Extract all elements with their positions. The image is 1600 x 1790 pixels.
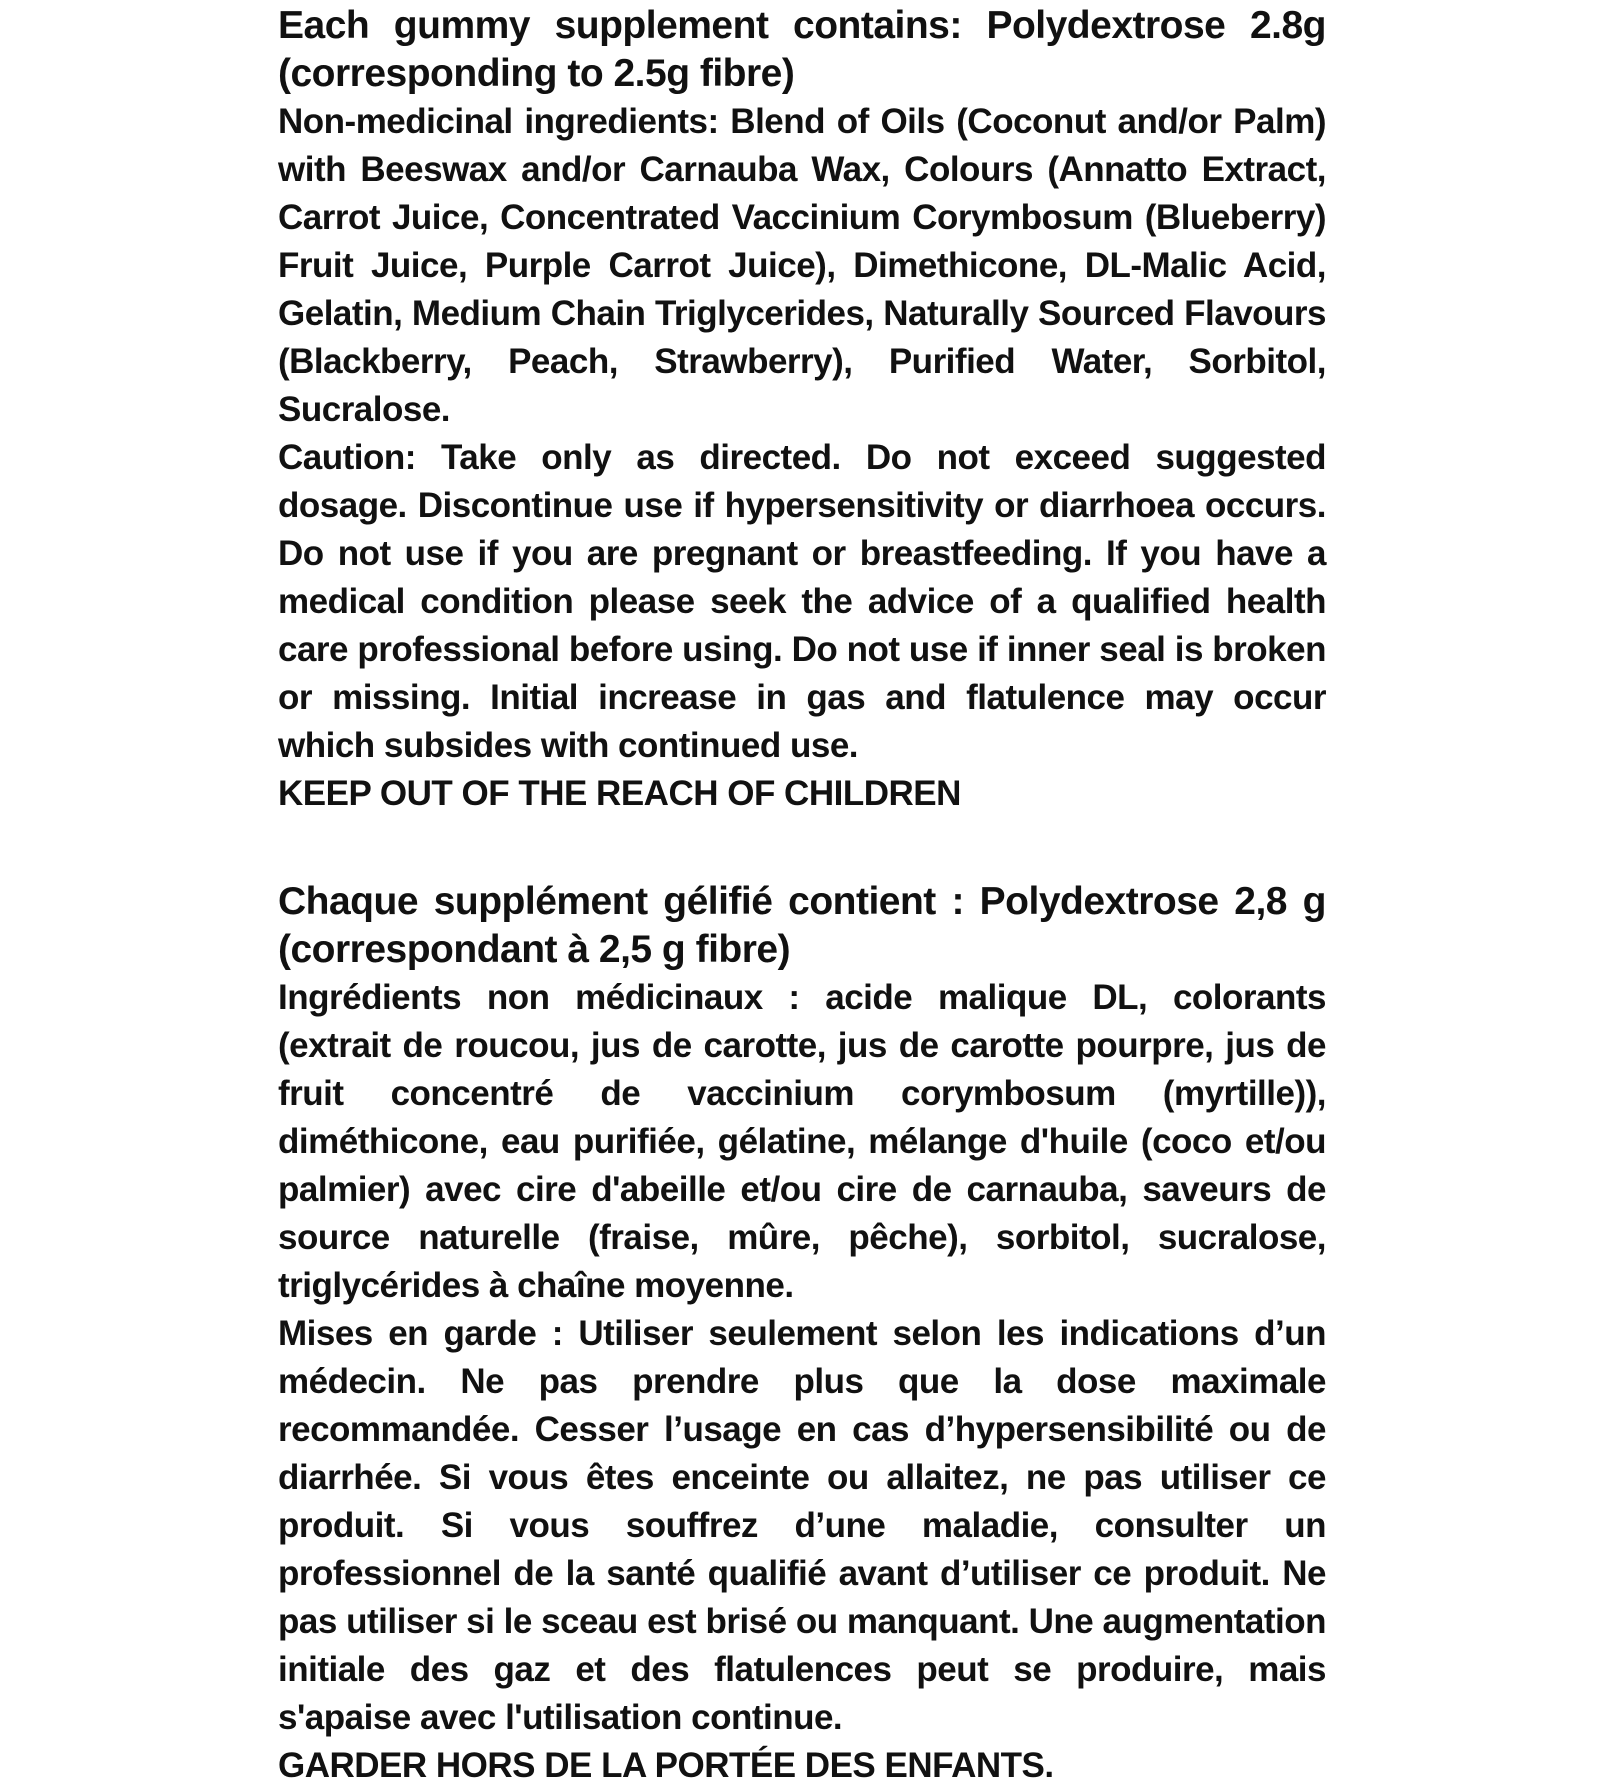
french-caution: Mises en garde : Utiliser seulement selon les indications d’un médecin. Ne pas prendre plus que la dose maximale recommandée. Cesser l’usage en cas d’hypersensibilité ou de diarrhée. Si vous êtes enceinte ou allaitez, ne pas utiliser ce produit. Si vous souffrez d’une maladie, consulter un professionnel de la santé qualifié avant d’utiliser ce produit. Ne pas utiliser si le sceau est brisé ou manquant. Une augmentation initiale des gaz et des flatulences peut se produire, mais s'apaise avec l'utilisation continue. xyxy=(278,1314,1326,1737)
english-section xyxy=(278,0,1326,818)
french-children-warning: GARDER HORS DE LA PORTÉE DES ENFANTS. xyxy=(278,1746,1054,1785)
english-caution: Caution: Take only as directed. Do not exceed suggested dosage. Discontinue use if hypersensitivity or diarrhoea occurs. Do not use if you are pregnant or breastfeeding. If you have a medical condition please seek the advice of a qualified health care professional before using. Do not use if inner seal is broken or missing. Initial increase in gas and flatulence may occur which subsides with continued use. xyxy=(278,438,1326,765)
supplement-label-panel xyxy=(278,0,1326,1790)
french-ingredients: Ingrédients non médicinaux : acide malique DL, colorants (extrait de roucou, jus de carotte, jus de carotte pourpre, jus de fruit concentré de vaccinium corymbosum (myrtille)), diméthicone, eau purifiée, gélatine, mélange d'huile (coco et/ou palmier) avec cire d'abeille et/ou cire de carnauba, saveurs de source naturelle (fraise, mûre, pêche), sorbitol, sucralose, triglycérides à chaîne moyenne. xyxy=(278,978,1326,1305)
french-section xyxy=(278,876,1326,1790)
english-ingredients: Non-medicinal ingredients: Blend of Oils (Coconut and/or Palm) with Beeswax and/or Carnauba Wax, Colours (Annatto Extract, Carrot Juice, Concentrated Vaccinium Corymbosum (Blueberry) Fruit Juice, Purple Carrot Juice), Dimethicone, DL-Malic Acid, Gelatin, Medium Chain Triglycerides, Naturally Sourced Flavours (Blackberry, Peach, Strawberry), Purified Water, Sorbitol, Sucralose. xyxy=(278,102,1326,429)
english-headline: Each gummy supplement contains: Polydextrose 2.8g (corresponding to 2.5g fibre) xyxy=(278,4,1326,95)
french-headline: Chaque supplément gélifié contient : Polydextrose 2,8 g (correspondant à 2,5 g fibre) xyxy=(278,880,1326,971)
english-children-warning: KEEP OUT OF THE REACH OF CHILDREN xyxy=(278,774,961,813)
